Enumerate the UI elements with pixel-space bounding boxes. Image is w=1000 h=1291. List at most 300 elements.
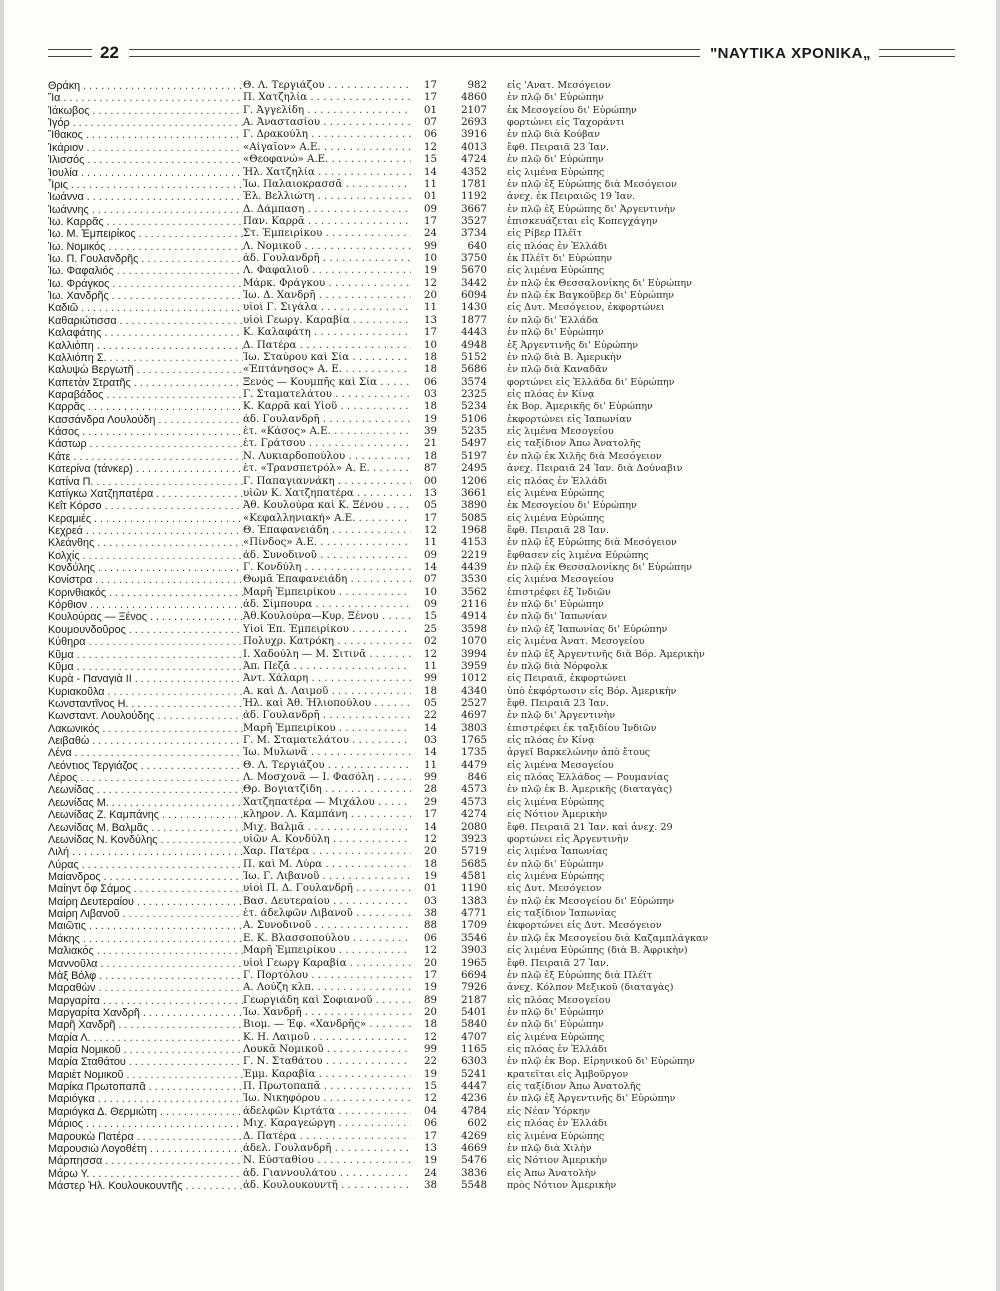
table-row xyxy=(48,80,958,92)
ship-status: πρὸς Νότιον Ἀμερικὴν xyxy=(507,1179,617,1191)
ship-status: εἰς πλόας ἐν Κίνᾳ xyxy=(507,735,595,747)
built-year: 17 xyxy=(424,80,437,91)
table-row xyxy=(48,500,958,512)
table-row xyxy=(48,698,958,710)
ship-name: Καλλιόπη . . . xyxy=(48,340,243,352)
built-year: 24 xyxy=(424,1167,437,1179)
owner-name: Α. Ἀναστασίου . . . xyxy=(243,117,411,129)
tonnage: 7926 xyxy=(461,982,487,994)
built-year: 15 xyxy=(424,1081,437,1093)
table-row xyxy=(48,636,958,648)
table-row xyxy=(48,735,958,747)
tonnage: 2325 xyxy=(461,388,487,400)
ship-status: εἰς λιμένα Μεσογείου xyxy=(507,574,614,586)
tonnage: 982 xyxy=(467,80,487,91)
tonnage: 6094 xyxy=(461,290,487,302)
magazine-title: "ΝΑΥΤΙΚΑ ΧΡΟΝΙΚΑ„ xyxy=(710,44,871,62)
ship-name: Μαρῆ Χανδρῆ . . . xyxy=(48,1019,243,1031)
ship-status: εἰς ταξίδιον Ἀπω Ἀνατολῆς xyxy=(507,1081,641,1093)
tonnage: 5476 xyxy=(461,1155,487,1167)
ship-name: Κυριακοῦλα . . . xyxy=(48,686,243,698)
table-row xyxy=(48,908,958,920)
tonnage: 3836 xyxy=(461,1167,487,1179)
built-year: 21 xyxy=(424,438,437,450)
ship-status: ἐν πλῷ δι' Εὐρώπην xyxy=(507,154,604,166)
ship-name: Κολχίς . . . xyxy=(48,550,243,562)
tonnage: 4340 xyxy=(461,685,487,697)
owner-name: Γεωργιάδη καὶ Σοφιανοῦ . . . xyxy=(243,995,411,1007)
table-row xyxy=(48,105,958,117)
ship-status: ἔφθ. Πειραιᾶ 23 Ἰαν. xyxy=(507,141,609,153)
tonnage: 3903 xyxy=(461,945,487,957)
owner-name: Πολυχρ. Κατρόκη . . . xyxy=(243,636,411,648)
table-row xyxy=(48,661,958,673)
built-year: 39 xyxy=(424,426,437,438)
ship-name: Λιλή . . . xyxy=(48,846,243,858)
owner-name: Π. Χατζηλία . . . xyxy=(243,92,411,104)
ship-name: Ἰω. Νομικός . . . xyxy=(48,241,243,253)
built-year: 88 xyxy=(424,920,437,932)
ship-name: Ἰγόρ . . . xyxy=(48,117,243,129)
tonnage: 4948 xyxy=(461,339,487,351)
table-row xyxy=(48,154,958,166)
ship-name: Κῦμα . . . xyxy=(48,661,243,673)
built-year: 10 xyxy=(424,253,437,265)
ship-name: Κεχρεά . . . xyxy=(48,525,243,537)
table-row xyxy=(48,896,958,908)
table-row xyxy=(48,958,958,970)
owner-name: Μιχ. Βαλμᾶ . . . xyxy=(243,822,411,834)
owner-name: Χαρ. Πατέρα . . . xyxy=(243,846,411,858)
table-row xyxy=(48,574,958,586)
tonnage: 3598 xyxy=(461,623,487,635)
table-row xyxy=(48,846,958,858)
tonnage: 4784 xyxy=(461,1105,487,1117)
table-row xyxy=(48,599,958,611)
built-year: 19 xyxy=(424,982,437,994)
ship-name: Μαρουσιὼ Λογοθέτη . . . xyxy=(48,1143,243,1155)
tonnage: 5106 xyxy=(461,413,487,425)
tonnage: 5548 xyxy=(461,1179,487,1191)
tonnage: 4707 xyxy=(461,1031,487,1043)
table-row xyxy=(48,476,958,488)
table-row xyxy=(48,772,958,784)
owner-name: Κ. Καρρᾶ καὶ Υἱοῦ . . . xyxy=(243,401,411,413)
tonnage: 4771 xyxy=(461,908,487,920)
owner-name: Ἰω. Παλαιοκρασσᾶ . . . xyxy=(243,179,411,191)
ship-name: Κῦμα . . . xyxy=(48,649,243,661)
ship-name: Κεραμιές . . . xyxy=(48,513,243,525)
ship-status: εἰς πλόας ἐν Ἑλλάδι xyxy=(507,240,608,252)
ship-status: ἐξ Ἀργεντινῆς δι' Εὐρώπην xyxy=(507,339,639,351)
built-year: 18 xyxy=(424,1019,437,1031)
tonnage: 1877 xyxy=(461,314,487,326)
table-row xyxy=(48,834,958,846)
built-year: 14 xyxy=(424,821,437,833)
built-year: 17 xyxy=(424,92,437,104)
tonnage: 6303 xyxy=(461,1056,487,1068)
ship-status: ἔφθασεν εἰς λιμένα Εὐρώπης xyxy=(507,549,649,561)
ship-status: ἐν πλῷ διὰ Κούβαν xyxy=(507,129,600,141)
built-year: 11 xyxy=(424,537,437,549)
tonnage: 5686 xyxy=(461,364,487,376)
built-year: 10 xyxy=(424,339,437,351)
ship-status: φορτώνει εἰς Ἀργεντινὴν xyxy=(507,833,629,845)
table-row xyxy=(48,389,958,401)
table-row xyxy=(48,1056,958,1068)
table-row xyxy=(48,822,958,834)
ship-status: ἐν πλῷ δι' Εὐρώπην xyxy=(507,327,604,339)
ship-name: Ἰωάννα . . . xyxy=(48,191,243,203)
tonnage: 4013 xyxy=(461,141,487,153)
ship-name: Λύρας . . . xyxy=(48,859,243,871)
ship-status: εἰς λιμένα Μεσογείου xyxy=(507,759,614,771)
table-row xyxy=(48,426,958,438)
built-year: 18 xyxy=(424,858,437,870)
table-row xyxy=(48,1155,958,1167)
table-row xyxy=(48,871,958,883)
tonnage: 4724 xyxy=(461,154,487,166)
tonnage: 4573 xyxy=(461,784,487,796)
tonnage: 1383 xyxy=(461,895,487,907)
built-year: 14 xyxy=(424,166,437,178)
owner-name: Θρ. Βογιατζίδη . . . xyxy=(243,784,411,796)
owner-name: Μιχ. Καραγεώργη . . . xyxy=(243,1118,411,1130)
ship-status: εἰς πλόας Μεσογείου xyxy=(507,994,611,1006)
tonnage: 3527 xyxy=(461,215,487,227)
ship-status: ἀργεῖ Βαρκελώνην ἀπὸ ἔτους xyxy=(507,747,651,759)
ship-name: Ἰω. Καρρᾶς . . . xyxy=(48,216,243,228)
table-row xyxy=(48,488,958,500)
ship-status: ἐν πλῷ ἐξ Εὐρώπης διὰ Μεσόγειον xyxy=(507,178,677,190)
ship-status: ἐν πλῷ ἐξ Ἀργεντινῆς διὰ Βόρ. Ἀμερικὴν xyxy=(507,648,705,660)
tonnage: 3562 xyxy=(461,586,487,598)
table-row xyxy=(48,1143,958,1155)
table-row xyxy=(48,438,958,450)
tonnage: 1781 xyxy=(461,178,487,190)
owner-name: Ἐλ. Βελλιώτη . . . xyxy=(243,191,411,203)
ship-name: Καλαφάτης . . . xyxy=(48,327,243,339)
ship-status: εἰς Ρίβερ Πλέϊτ xyxy=(507,228,583,240)
ship-status: ἐκ Βορ. Ἀμερικῆς δι' Εὐρώπην xyxy=(507,401,653,413)
built-year: 19 xyxy=(424,871,437,882)
tonnage: 3734 xyxy=(461,228,487,240)
ship-status: ἐν πλῷ διὰ Καναδᾶν xyxy=(507,364,608,376)
built-year: 00 xyxy=(424,475,437,487)
built-year: 06 xyxy=(424,1118,437,1130)
table-row xyxy=(48,179,958,191)
built-year: 15 xyxy=(424,154,437,166)
ship-name: Ἰω. Μ. Ἐμπειρίκος . . . xyxy=(48,228,243,240)
ship-status: ἔφθ. Πειραιᾶ 27 Ἰαν. xyxy=(507,957,609,969)
tonnage: 3750 xyxy=(461,253,487,265)
built-year: 99 xyxy=(424,673,437,685)
tonnage: 4269 xyxy=(461,1130,487,1142)
built-year: 11 xyxy=(424,178,437,190)
ship-name: Λειβαθὼ . . . xyxy=(48,735,243,747)
tonnage: 1765 xyxy=(461,735,487,747)
ship-name: Μάριος . . . xyxy=(48,1118,243,1130)
built-year: 18 xyxy=(424,364,437,376)
table-row xyxy=(48,1007,958,1019)
tonnage: 4669 xyxy=(461,1142,487,1154)
ship-name: Λένα . . . xyxy=(48,747,243,759)
ship-status: εἰς ταξίδιον Ἰαπωνίας xyxy=(507,908,617,920)
owner-name: Χατζηπατέρα — Μιχάλου . . . xyxy=(243,797,411,809)
built-year: 29 xyxy=(424,796,437,808)
built-year: 20 xyxy=(424,957,437,969)
owner-name: Μαρῆ Ἐμπειρίκου . . . xyxy=(243,945,411,957)
table-row xyxy=(48,92,958,104)
built-year: 17 xyxy=(424,969,437,981)
table-row xyxy=(48,760,958,772)
ship-status: ἐν πλῷ ἐκ Μεσογείου δι' Εὐρώπην xyxy=(507,895,675,907)
ship-status: εἰς Νότιον Ἀμερικὴν xyxy=(507,1155,608,1167)
owner-name: Γ. Ν. Σταθάτου . . . xyxy=(243,1056,411,1068)
ship-name: Ἴα . . . xyxy=(48,92,243,104)
ship-name: Ἰκάριον . . . xyxy=(48,142,243,154)
ship-status: εἰς λιμένα Ἀνατ. Μεσογείου xyxy=(507,636,645,648)
owner-name: Μάρκ. Φράγκου . . . xyxy=(243,278,411,290)
ship-status: ἔφθ. Πειραιᾶ 21 Ἰαν. καὶ ἀνεχ. 29 xyxy=(507,821,673,833)
owner-name: Θωμᾶ Ἐπαφανειάδη . . . xyxy=(243,574,411,586)
built-year: 12 xyxy=(424,648,437,660)
tonnage: 4573 xyxy=(461,796,487,808)
tonnage: 1070 xyxy=(461,636,487,648)
tonnage: 5670 xyxy=(461,265,487,277)
ship-name: Ἴθακος . . . xyxy=(48,129,243,141)
ship-name: Κόρθιον . . . xyxy=(48,599,243,611)
built-year: 13 xyxy=(424,314,437,326)
tonnage: 2527 xyxy=(461,697,487,709)
tonnage: 5234 xyxy=(461,401,487,413)
built-year: 12 xyxy=(424,277,437,289)
ship-name: Κωνσταντ. Λουλούδης . . . xyxy=(48,710,243,722)
built-year: 02 xyxy=(424,636,437,648)
table-row xyxy=(48,1032,958,1044)
built-year: 19 xyxy=(424,1155,437,1167)
owner-name: ἀδ. Κουλουκουντῆ . . . xyxy=(243,1180,411,1192)
ship-name: Καθαριώτισσα . . . xyxy=(48,315,243,327)
ship-status: ἐν πλῷ δι' Ἀργεντινὴν xyxy=(507,710,616,722)
built-year: 19 xyxy=(424,413,437,425)
owner-name: Ν. Λυκιαρδοπούλου . . . xyxy=(243,451,411,463)
tonnage: 4447 xyxy=(461,1081,487,1093)
ship-status: ἐκ Πλέϊτ δι' Εὐρώπην xyxy=(507,253,613,265)
built-year: 03 xyxy=(424,388,437,400)
owner-name: Δ. Δάμπαση . . . xyxy=(243,204,411,216)
tonnage: 5401 xyxy=(461,1006,487,1018)
table-row xyxy=(48,228,958,240)
tonnage: 3546 xyxy=(461,932,487,944)
tonnage: 1430 xyxy=(461,302,487,314)
owner-name: Κ. Η. Λαιμοῦ . . . xyxy=(243,1032,411,1044)
table-row xyxy=(48,352,958,364)
owner-name: ἑτ. ἀδελφῶν Λιβανοῦ . . . xyxy=(243,908,411,920)
table-row xyxy=(48,364,958,376)
ship-status: ἐν πλῷ ἐξ Εὐρώπης δι' Ἀργεντινὴν xyxy=(507,203,676,215)
table-row xyxy=(48,401,958,413)
ship-name: Μάρω Υ. . . . xyxy=(48,1168,243,1180)
built-year: 18 xyxy=(424,401,437,413)
built-year: 19 xyxy=(424,1068,437,1080)
ship-name: Κονίστρα . . . xyxy=(48,574,243,586)
tonnage: 1165 xyxy=(461,1044,487,1056)
ship-status: ἀνεχ. Πειραιᾶ 24 Ἰαν. διὰ Δούναβιν xyxy=(507,463,683,475)
owner-name: Δ. Πατέρα . . . xyxy=(243,340,411,352)
tonnage: 4479 xyxy=(461,759,487,771)
built-year: 14 xyxy=(424,722,437,734)
ship-name: Μαργαρίτα Χανδρῆ . . . xyxy=(48,1007,243,1019)
built-year: 12 xyxy=(424,945,437,957)
ship-status: εἰς πλόας ἐν Ἑλλάδι xyxy=(507,1118,608,1130)
table-row xyxy=(48,859,958,871)
owner-name: Λ. Φαφαλιοῦ . . . xyxy=(243,265,411,277)
ship-status: εἰς λιμένα Εὐρώπης xyxy=(507,512,605,524)
tonnage: 2693 xyxy=(461,117,487,129)
table-row xyxy=(48,883,958,895)
owner-name: Γ. Δρακούλη . . . xyxy=(243,129,411,141)
tonnage: 4153 xyxy=(461,537,487,549)
owner-name: Δ. Πατέρα . . . xyxy=(243,1131,411,1143)
ship-status: εἰς πλόας ἐν Κίνᾳ xyxy=(507,388,595,400)
ship-status: ἐκ Μεσογείου δι' Εὐρώπην xyxy=(507,500,637,512)
ship-name: Κονδύλης . . . xyxy=(48,562,243,574)
ship-status: εἰς λιμένα Εὐρώπης xyxy=(507,1031,605,1043)
ship-status: κρατεῖται εἰς Ἀμβοῦργον xyxy=(507,1068,629,1080)
table-row xyxy=(48,451,958,463)
owner-name: ἀδελ. Γουλανδρῆ . . . xyxy=(243,1143,411,1155)
table-row xyxy=(48,129,958,141)
owner-name: υἱοὶ Γεωργ. Καραβία . . . xyxy=(243,315,411,327)
built-year: 03 xyxy=(424,735,437,747)
owner-name: «Πίνδος» Α.Ε. . . . xyxy=(243,537,411,549)
tonnage: 2187 xyxy=(461,994,487,1006)
page-number: 22 xyxy=(100,43,119,62)
built-year: 89 xyxy=(424,994,437,1006)
table-row xyxy=(48,920,958,932)
ship-status: ἐν πλῷ ἐκ Βαγκοῦβερ δι' Εὐρώπην xyxy=(507,290,674,302)
ship-status: ἐπιστρέφει ἐξ Ἰνδιῶν xyxy=(507,586,611,598)
owner-name: Π. Πρωτοπαπᾶ . . . xyxy=(243,1081,411,1093)
table-row xyxy=(48,1168,958,1180)
ship-name: Καρρᾶς . . . xyxy=(48,401,243,413)
owner-name: ἀδ. Γουλανδρῆ . . . xyxy=(243,414,411,426)
built-year: 38 xyxy=(424,1179,437,1191)
table-row xyxy=(48,1069,958,1081)
built-year: 09 xyxy=(424,599,437,611)
owner-name: Ἠλ. καὶ Ἀθ. Ἡλιοπούλου . . . xyxy=(243,698,411,710)
built-year: 25 xyxy=(424,623,437,635)
ship-name: Λεόντιος Τεργιάζος . . . xyxy=(48,760,243,772)
ship-status: ἐν πλῷ ἐκ Θεσσαλονίκης δι' Εὐρώπην xyxy=(507,277,692,289)
built-year: 14 xyxy=(424,562,437,574)
ship-status: εἰς ταξίδιον Ἀπω Ἀνατολῆς xyxy=(507,438,641,450)
tonnage: 4236 xyxy=(461,1093,487,1105)
ship-status: ἐν πλῷ ἐκ Μεσογείου διὰ Καζαμπλάγκαν xyxy=(507,932,709,944)
table-row xyxy=(48,673,958,685)
owner-name: Ἰω. Χανδρῆ . . . xyxy=(243,1007,411,1019)
ship-name: Θράκη . . . xyxy=(48,80,243,92)
built-year: 22 xyxy=(424,1056,437,1068)
owner-name: Θ. Ἐπαφανειάδη . . . xyxy=(243,525,411,537)
ship-status: ἐπισκευάζεται εἰς Κοπεγχάγην xyxy=(507,215,658,227)
ship-status: φορτώνει εἰς Ἑλλάδα δι' Εὐρώπην xyxy=(507,376,675,388)
ship-status: ἐν πλῷ διὰ Β. Ἀμερικὴν xyxy=(507,351,622,363)
built-year: 99 xyxy=(424,1044,437,1056)
table-row xyxy=(48,747,958,759)
tonnage: 3994 xyxy=(461,648,487,660)
tonnage: 1192 xyxy=(461,191,487,203)
ship-name: Ἰω. Χανδρῆς . . . xyxy=(48,290,243,302)
ship-status: εἰς πλόας ἐν Ἑλλάδι xyxy=(507,475,608,487)
tonnage: 846 xyxy=(467,772,487,784)
built-year: 18 xyxy=(424,450,437,462)
page-edge-right xyxy=(996,0,1000,1291)
tonnage: 5685 xyxy=(461,858,487,870)
owner-name: Στ. Ἐμπειρίκου . . . xyxy=(243,228,411,240)
tonnage: 2116 xyxy=(461,599,487,611)
built-year: 18 xyxy=(424,351,437,363)
built-year: 12 xyxy=(424,524,437,536)
tonnage: 4860 xyxy=(461,92,487,104)
header-rule-left xyxy=(48,49,92,57)
table-row xyxy=(48,167,958,179)
built-year: 14 xyxy=(424,747,437,759)
owner-name: Γ. Κονδύλη . . . xyxy=(243,562,411,574)
built-year: 17 xyxy=(424,809,437,821)
tonnage: 5197 xyxy=(461,450,487,462)
ship-name: Ἰάκωβος . . . xyxy=(48,105,243,117)
page-header xyxy=(48,36,955,70)
ship-name: Λεωνίδας Ζ. Καμπάνης . . . xyxy=(48,809,243,821)
ship-status: ἐν πλῷ διὰ Νόρφολκ xyxy=(507,660,608,672)
built-year: 17 xyxy=(424,327,437,339)
owner-name: Γ. Μ. Σταματελάτου . . . xyxy=(243,735,411,747)
header-rule-right xyxy=(879,49,955,57)
built-year: 06 xyxy=(424,129,437,141)
tonnage: 3530 xyxy=(461,574,487,586)
ship-name: Καλλιόπη Σ. . . . xyxy=(48,352,243,364)
table-row xyxy=(48,117,958,129)
table-row xyxy=(48,315,958,327)
owner-name: Α. καὶ Δ. Λαιμοῦ . . . xyxy=(243,686,411,698)
ship-name: Μαριόγκα . . . xyxy=(48,1093,243,1105)
table-row xyxy=(48,142,958,154)
table-row xyxy=(48,327,958,339)
built-year: 07 xyxy=(424,574,437,586)
owner-name: «Ἑπτάνησος» Α. Ε. . . . xyxy=(243,364,411,376)
owner-name: Βιομ. — Ἐφ. «Χανδρῆς» . . . xyxy=(243,1019,411,1031)
built-year: 12 xyxy=(424,1031,437,1043)
ship-status: εἰς Νέαν Ὑόρκην xyxy=(507,1105,591,1117)
table-row xyxy=(48,649,958,661)
ship-status: εἰς λιμένα Εὐρώπης (διὰ Β. Ἀφρικὴν) xyxy=(507,945,688,957)
ship-status: ἐν πλῷ ἐξ Ἀργεντινῆς δι' Εὐρώπην xyxy=(507,1093,676,1105)
owner-name: ἑτ. «Τρανσπετρόλ» Α. Ε. . . . xyxy=(243,463,411,475)
built-year: 04 xyxy=(424,1105,437,1117)
ship-status: ἐκ Μεσογείου δι' Εὐρώπην xyxy=(507,104,637,116)
owner-name: υἱῶν Κ. Χατζηπατέρα . . . xyxy=(243,488,411,500)
ship-name: Μαρία Νομικοῦ . . . xyxy=(48,1044,243,1056)
ship-name: Κυρὰ - Παναγιὰ ΙΙ . . . xyxy=(48,673,243,685)
ship-name: Μαριὲτ Νομικοῦ . . . xyxy=(48,1069,243,1081)
table-row xyxy=(48,797,958,809)
built-year: 10 xyxy=(424,586,437,598)
table-row xyxy=(48,1118,958,1130)
table-row xyxy=(48,290,958,302)
ship-status: εἰς λιμένα Εὐρώπης xyxy=(507,796,605,808)
